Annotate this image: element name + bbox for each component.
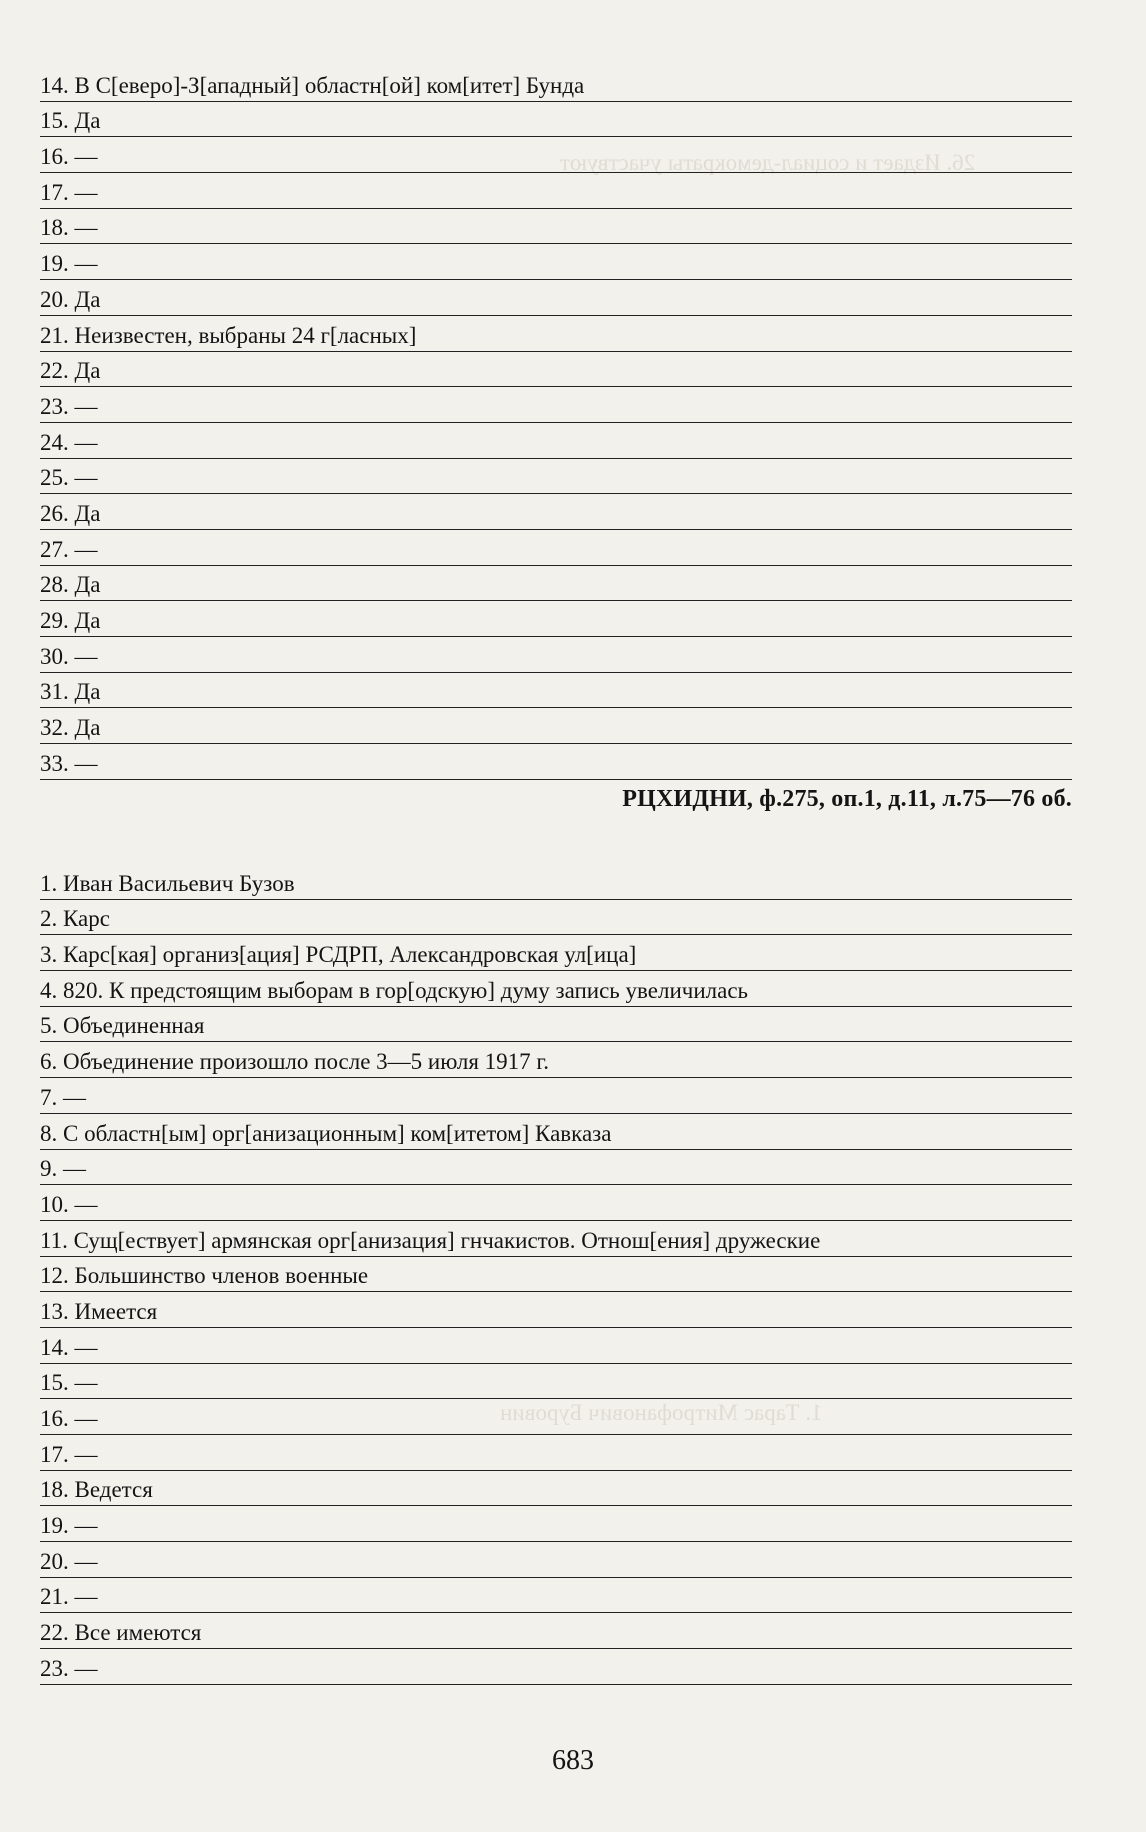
- answer-text: 26. Да: [40, 500, 101, 526]
- answer-text: 23. —: [40, 393, 98, 419]
- answer-text: 31. Да: [40, 679, 101, 705]
- answer-line: [40, 1328, 1072, 1364]
- answer-line: [40, 935, 1072, 971]
- answer-line: [40, 1506, 1072, 1542]
- answer-text: 21. —: [40, 1584, 98, 1610]
- answer-line: [40, 1435, 1072, 1471]
- answer-text: 19. —: [40, 1513, 98, 1539]
- answer-text: 30. —: [40, 643, 98, 669]
- answer-line: [40, 864, 1072, 900]
- answer-text: 6. Объединение произошло после 3—5 июля 1917 г.: [40, 1049, 549, 1075]
- answer-line: [40, 244, 1072, 280]
- answer-line: [40, 971, 1072, 1007]
- answer-text: 17. —: [40, 179, 98, 205]
- answer-line: [40, 494, 1072, 530]
- answer-text: 10. —: [40, 1191, 98, 1217]
- answer-text: 11. Сущ[ествует] армянская орг[анизация] гнчакистов. Отнош[ения] дружеские: [40, 1227, 821, 1253]
- answer-line: [40, 209, 1072, 245]
- answer-text: 5. Объединенная: [40, 1013, 205, 1039]
- answer-line: [40, 102, 1072, 138]
- answer-text: 20. —: [40, 1548, 98, 1574]
- answer-text: 17. —: [40, 1441, 98, 1467]
- answer-text: 28. Да: [40, 572, 101, 598]
- answer-line: [40, 387, 1072, 423]
- answer-line: [40, 459, 1072, 495]
- bleed-through: 26. Издает и социал-демократы участвуют: [560, 150, 976, 175]
- answer-text: 16. —: [40, 1406, 98, 1431]
- answer-text: 33. —: [40, 750, 98, 776]
- answer-text: 2. Карс: [40, 906, 110, 932]
- answer-text: 3. Карс[кая] организ[ация] РСДРП, Александровская ул[ица]: [40, 942, 637, 968]
- answer-text: 32. Да: [40, 715, 101, 741]
- answer-line: [40, 423, 1072, 459]
- answer-line: [40, 1578, 1072, 1614]
- answer-text: 14. —: [40, 1334, 98, 1360]
- answer-text: 16. —: [40, 144, 98, 170]
- answer-text: 9. —: [40, 1156, 86, 1182]
- answer-text: 18. —: [40, 215, 98, 241]
- answer-text: 22. Все имеются: [40, 1620, 202, 1646]
- answer-line: [40, 530, 1072, 566]
- answer-text: 27. —: [40, 536, 98, 562]
- answer-text: 18. Ведется: [40, 1477, 153, 1503]
- answer-line: [40, 673, 1072, 709]
- answer-text: 4. 820. К предстоящим выборам в гор[одскую] думу запись увеличилась: [40, 977, 749, 1003]
- answer-line: [40, 708, 1072, 744]
- answer-line: [40, 1613, 1072, 1649]
- answer-line: [40, 1221, 1072, 1257]
- bleed-through: 1. Тарас Митрофанович Буровин: [500, 1400, 823, 1425]
- answer-text: 15. —: [40, 1370, 98, 1396]
- answer-line: [40, 1471, 1072, 1507]
- answer-line: [40, 1042, 1072, 1078]
- answer-text: 8. С областн[ым] орг[анизационным] ком[итетом] Кавказа: [40, 1120, 612, 1146]
- answer-line: [40, 1257, 1072, 1293]
- answer-text: 15. Да: [40, 108, 101, 134]
- archive-source-reference: РЦХИДНИ, ф.275, оп.1, д.11, л.75—76 об.: [622, 786, 1072, 812]
- answer-line: [40, 352, 1072, 388]
- page-number: 683: [552, 1745, 594, 1776]
- answer-line: [40, 566, 1072, 602]
- answer-line: [40, 1150, 1072, 1186]
- answer-line: [40, 744, 1072, 780]
- answer-text: 14. В С[еверо]-З[ападный] областн[ой] ком[итет] Бунда: [40, 72, 585, 98]
- answer-text: 20. Да: [40, 286, 101, 312]
- answer-line: [40, 137, 1072, 173]
- answer-text: 25. —: [40, 465, 98, 491]
- answer-text: 12. Большинство членов военные: [40, 1263, 369, 1289]
- answer-line: [40, 280, 1072, 316]
- answer-line: [40, 900, 1072, 936]
- answer-line: [40, 1292, 1072, 1328]
- answer-line: [40, 1114, 1072, 1150]
- answer-text: 7. —: [40, 1084, 86, 1110]
- answer-line: [40, 66, 1072, 102]
- answer-text: 23. —: [40, 1655, 98, 1681]
- answer-text: 22. Да: [40, 358, 101, 384]
- answer-text: 29. Да: [40, 608, 101, 633]
- answer-text: 19. —: [40, 251, 98, 277]
- answer-text: 21. Неизвестен, выбраны 24 г[ласных]: [40, 322, 417, 348]
- answer-line: [40, 1649, 1072, 1685]
- answer-text: 24. —: [40, 429, 98, 455]
- answer-line: [40, 1364, 1072, 1400]
- answers-block-2: [40, 864, 1072, 1685]
- answer-line: [40, 601, 1072, 637]
- answer-line: [40, 637, 1072, 673]
- answer-line: [40, 173, 1072, 209]
- answer-line: [40, 316, 1072, 352]
- answers-block-1: [40, 66, 1072, 780]
- answer-text: 1. Иван Васильевич Бузов: [40, 870, 295, 896]
- answer-text: 13. Имеется: [40, 1298, 158, 1324]
- answer-line: [40, 1007, 1072, 1043]
- answer-line: [40, 1185, 1072, 1221]
- answer-line: [40, 1542, 1072, 1578]
- answer-line: [40, 1078, 1072, 1114]
- answer-line: [40, 1399, 1072, 1435]
